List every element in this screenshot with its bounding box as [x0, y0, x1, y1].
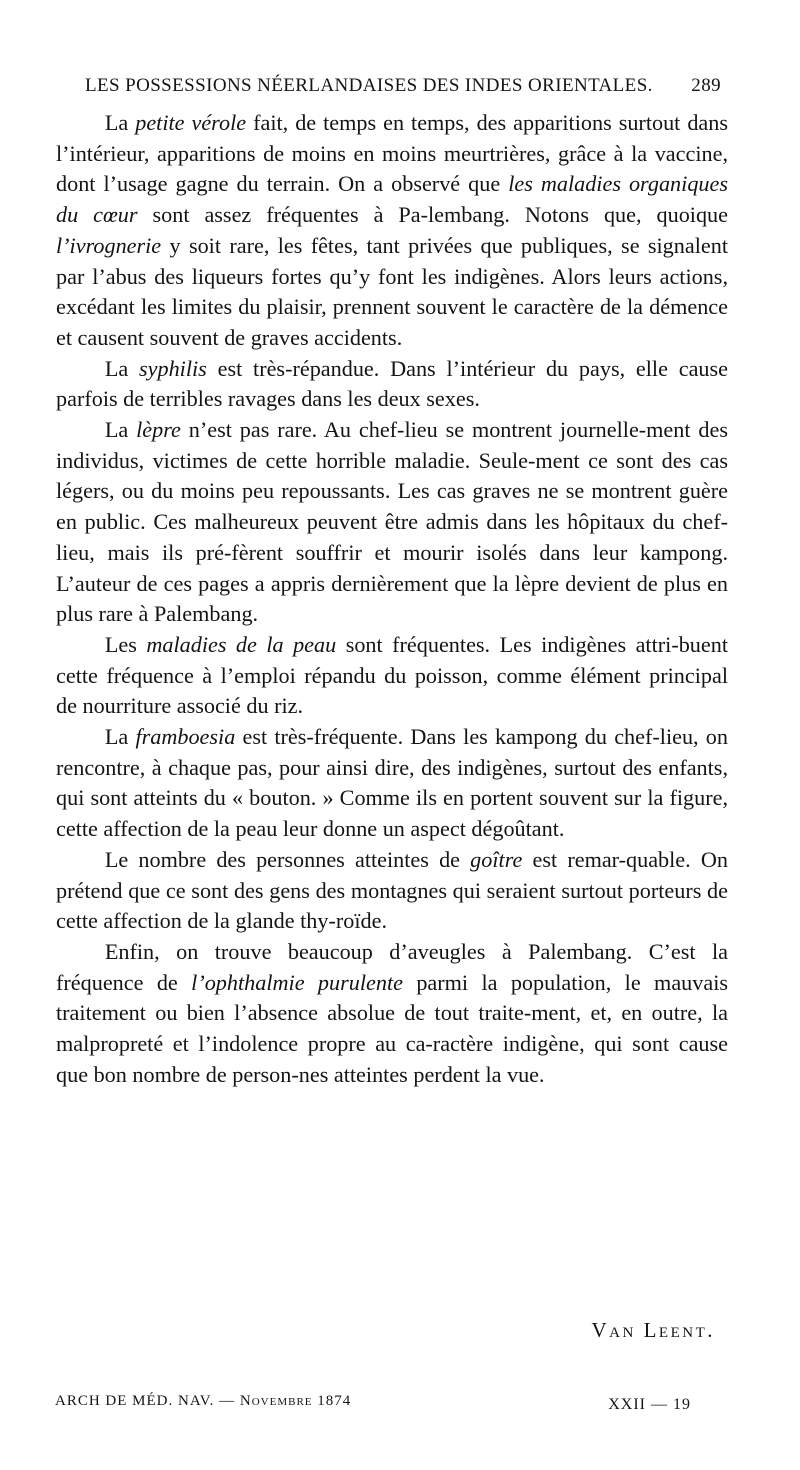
italic-term: les maladies organiques du cœur [56, 171, 728, 228]
body-paragraph [56, 630, 728, 722]
footer-sheet-signature: XXII — 19 [608, 1396, 691, 1413]
running-header [85, 71, 721, 101]
footer-archive-reference: ARCH DE MÉD. NAV. — Novembre 1874 [55, 1393, 352, 1409]
author-signature: Van Leent. [591, 1318, 715, 1342]
body-paragraph [56, 845, 728, 937]
body-paragraph [56, 354, 728, 415]
text-run: Les [104, 631, 147, 657]
text-run: y soit rare, les fêtes, tant privées que publiques, se signalent par l’abus des liqueurs fortes qu’y font les indigènes. Alors leurs actions, excédant les limites du plaisir, prennent souvent le caractère de la démence et causent souvent de graves accidents. [56, 232, 728, 350]
text-run: La [104, 724, 136, 750]
text-run: est très-fréquente. Dans les kampong du chef-lieu, on rencontre, à chaque pas, pour ainsi dire, des indigènes, surtout des enfants, qui sont atteints du « bouton. » Comme ils en portent souvent sur la figure, cette affection de la peau leur donne un aspect dégoûtant. [56, 724, 728, 842]
running-title: LES POSSESSIONS NÉERLANDAISES DES INDES ORIENTALES. [85, 75, 653, 96]
body-paragraph [56, 108, 728, 354]
italic-term: framboesia [135, 724, 236, 750]
italic-term: l’ophthalmie purulente [191, 969, 403, 995]
text-run: La [104, 110, 136, 135]
text-run: parmi la population, le mauvais traitement ou bien l’absence absolue de tout traite-ment, et, en outre, la malpropreté et l’indolence propre au ca-ractère indigène, qui sont cause que bon nombre de person-nes atteintes perdent la vue. [56, 969, 728, 1087]
text-run: fait, de temps en temps, des apparitions surtout dans l’intérieur, apparitions de moins en moins meurtrières, grâce à la vaccine, dont l’usage gagne du terrain. On a observé que [56, 110, 728, 197]
text-run: La [104, 355, 140, 381]
body-paragraph [56, 415, 728, 630]
body-text [56, 108, 728, 1091]
text-run: sont assez fréquentes à Pa-lembang. Notons que, quoique [137, 202, 728, 228]
text-run: Le nombre des personnes atteintes de [104, 846, 471, 872]
text-run: est très-répandue. Dans l’intérieur du pays, elle cause parfois de terribles ravages dans les deux sexes. [56, 355, 728, 412]
italic-term: goître [470, 846, 523, 872]
italic-term: syphilis [139, 355, 207, 381]
text-run: sont fréquentes. Les indigènes attri-buent cette fréquence à l’emploi répandu du poisson, comme élément principal de nourriture associé du riz. [56, 631, 728, 719]
italic-term: maladies de la peau [146, 631, 337, 657]
italic-term: lèpre [136, 417, 181, 443]
text-run: La [104, 417, 137, 443]
body-paragraph [56, 722, 728, 845]
italic-term: petite vérole [135, 110, 247, 135]
body-paragraph [56, 937, 728, 1091]
text-run: est remar-quable. On prétend que ce sont des gens des montagnes qui seraient surtout porteurs de cette affection de la glande thy-roïde. [56, 846, 728, 934]
text-run: Enfin, on trouve beaucoup d’aveugles à Palembang. C’est la fréquence de [56, 938, 728, 995]
text-run: n’est pas rare. Au chef-lieu se montrent journelle-ment des individus, victimes de cette horrible maladie. Seule-ment ce sont des cas légers, ou du moins peu repoussants. Les cas graves ne se montrent guère en public. Ces malheureux peuvent être admis dans les hôpitaux du chef-lieu, mais ils pré-fèrent souffrir et mourir isolés dans leur kampong. L’auteur de ces pages a appris dernièrement que la lèpre devient de plus en plus rare à Palembang. [56, 417, 728, 627]
italic-term: l’ivrognerie [56, 232, 162, 258]
page-number: 289 [691, 75, 721, 96]
